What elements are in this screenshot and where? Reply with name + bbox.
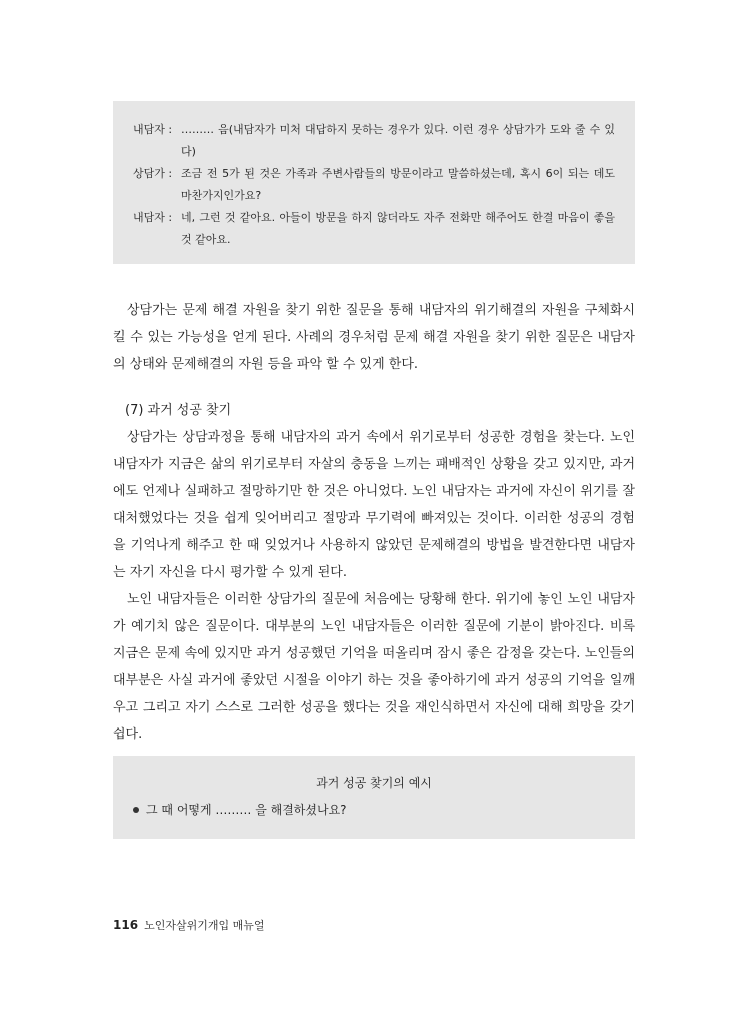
example-bullet-item: [133, 800, 635, 820]
dialog-row: [133, 119, 615, 163]
book-title: 노인자살위기개입 매뉴얼: [144, 919, 265, 932]
page-number: 116: [113, 918, 139, 932]
dialog-text: 조금 전 5가 된 것은 가족과 주변사람들의 방문이라고 말씀하셨는데, 혹시 6이 되는 데도 마찬가지인가요?: [181, 167, 615, 202]
body-paragraph: [113, 424, 635, 748]
dialog-row: [133, 163, 615, 207]
example-bullet-text: 그 때 어떻게 ……… 을 해결하셨나요?: [146, 803, 347, 817]
page-footer: [113, 918, 264, 933]
dialog-speaker: 상담가 :: [133, 167, 173, 180]
dialog-row: [133, 207, 615, 251]
paragraph-text: 상담가는 문제 해결 자원을 찾기 위한 질문을 통해 내담자의 위기해결의 자원을 구체화시킬 수 있는 가능성을 얻게 된다. 사례의 경우처럼 문제 해결 자원을 찾기 위한 질문은 내담자의 상태와 문제해결의 자원 등을 파악 할 수 있게 한다.: [113, 303, 635, 372]
dialog-text: 네, 그런 것 같아요. 아들이 방문을 하지 않더라도 자주 전화만 해주어도 한결 마음이 좋을 것 같아요.: [181, 211, 615, 246]
example-box: [113, 756, 635, 839]
paragraph-text: 상담가는 상담과정을 통해 내담자의 과거 속에서 위기로부터 성공한 경험을 찾는다. 노인 내담자가 지금은 삶의 위기로부터 자살의 충동을 느끼는 패배적인 상황을 갖고 있지만, 과거에도 언제나 실패하고 절망하기만 한 것은 아니었다. 노인 내담자는 과거에 자신이 위기를 잘 대처했었다는 것을 쉽게 잊어버리고 절망과 무기력에 빠져있는 것이다. 이러한 성공의 경험을 기억나게 해주고 한 때 잊었거나 사용하지 않았던 문제해결의 방법을 발견한다면 내담자는 자기 자신을 다시 평가할 수 있게 된다.: [113, 430, 635, 580]
paragraph-text: 노인 내담자들은 이러한 상담가의 질문에 처음에는 당황해 한다. 위기에 놓인 노인 내담자가 예기치 않은 질문이다. 대부분의 노인 내담자들은 이러한 질문에 기분이 밝아진다. 비록 지금은 문제 속에 있지만 과거 성공했던 기억을 떠올리며 잠시 좋은 감정을 갖는다. 노인들의 대부분은 사실 과거에 좋았던 시절을 이야기 하는 것을 좋아하기에 과거 성공의 기억을 일깨우고 그리고 자기 스스로 그러한 성공을 했다는 것을 재인식하면서 자신에 대해 희망을 갖기 쉽다.: [113, 592, 635, 742]
dialog-speaker: 내담자 :: [133, 211, 173, 224]
section-heading: (7) 과거 성공 찾기: [125, 403, 232, 418]
dialog-text: ……… 음(내담자가 미처 대답하지 못하는 경우가 있다. 이런 경우 상담가가 도와 줄 수 있다): [181, 123, 615, 158]
dialog-box: [113, 101, 635, 264]
body-paragraph: [113, 297, 635, 378]
bullet-icon: [133, 807, 139, 813]
example-box-title: 과거 성공 찾기의 예시: [316, 776, 432, 790]
dialog-speaker: 내담자 :: [133, 123, 173, 136]
